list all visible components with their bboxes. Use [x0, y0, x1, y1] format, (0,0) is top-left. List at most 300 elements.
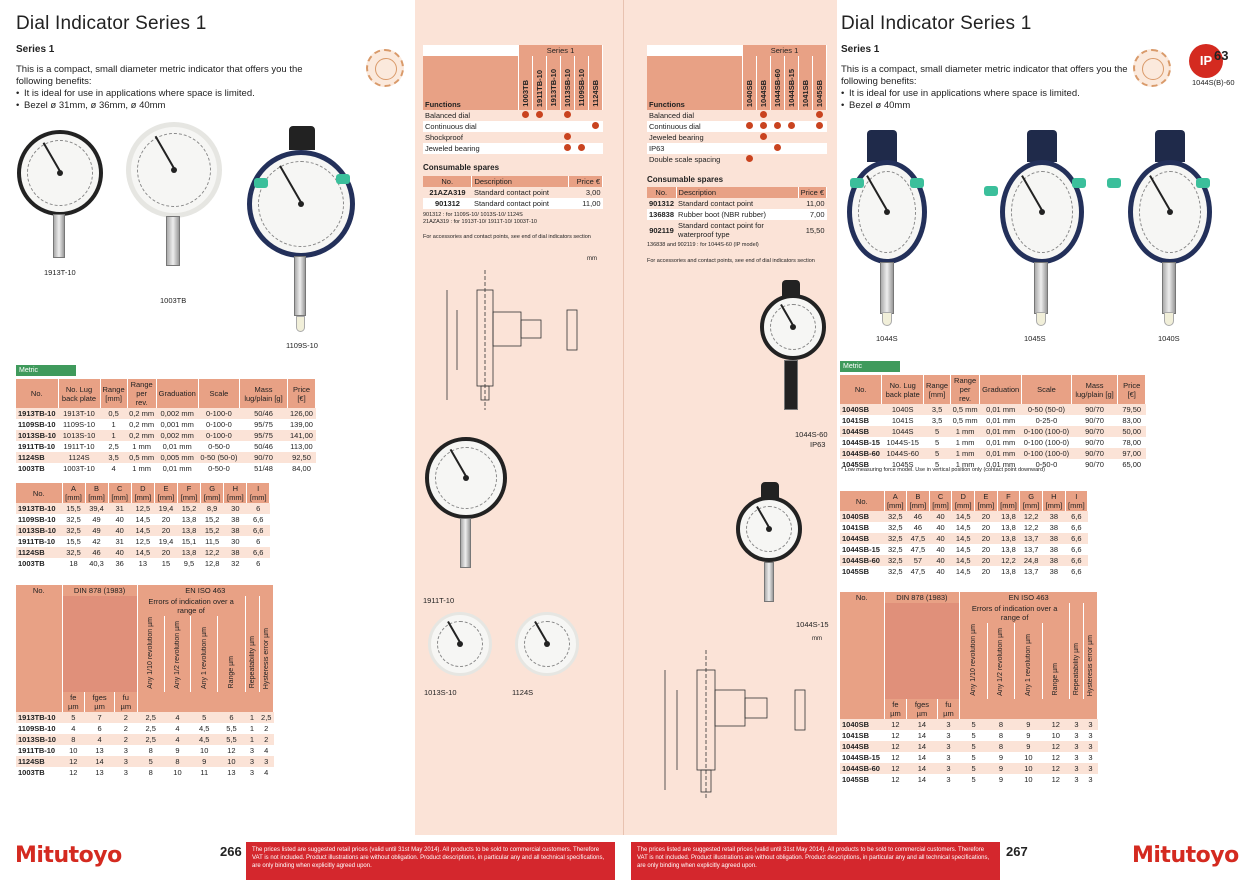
function-cell	[561, 143, 575, 154]
cell: 14,5	[131, 525, 154, 536]
lug-right	[1072, 178, 1086, 188]
cell: 1044S	[882, 426, 924, 437]
cell: 15,50	[798, 220, 826, 240]
col-header: Range [mm]	[923, 375, 950, 404]
table-row	[840, 404, 1146, 415]
gauge-cap	[289, 126, 315, 150]
cell: 1040S	[882, 404, 924, 415]
cell: 1	[100, 430, 127, 441]
cell: 3	[259, 756, 274, 767]
metric-tag: Metric	[840, 361, 900, 372]
cell: 902119	[647, 220, 676, 240]
cell: 40	[108, 547, 131, 558]
dial-1124s-image	[515, 612, 579, 676]
feature-dot-icon	[564, 133, 571, 140]
left-bullet: • It is ideal for use in applications where space is limited.	[16, 88, 336, 100]
caption: 1109S-10	[286, 341, 318, 350]
col-header	[547, 56, 561, 110]
cell: 12	[1042, 719, 1069, 730]
cell: 15,2	[201, 525, 224, 536]
cell: 42	[85, 536, 108, 547]
cell: 90/70	[1071, 404, 1118, 415]
feature-dot-icon	[774, 122, 781, 129]
row-label: 1003TB	[16, 767, 62, 778]
function-name: Jeweled bearing	[423, 143, 519, 154]
cell: 0-50 (50-0)	[198, 452, 239, 463]
col-header	[259, 596, 274, 692]
left-price-table	[16, 379, 316, 474]
spares-note-line: 21AZA319 : for 1913T-10/ 1911T-10/ 1003T-10	[423, 219, 537, 225]
cell: 113,00	[288, 441, 316, 452]
function-cell	[575, 121, 589, 132]
cell: 38	[1043, 544, 1066, 555]
cell: 38	[224, 514, 247, 525]
gauge-stem	[1162, 262, 1176, 314]
row-label: 1041SB	[840, 730, 884, 741]
function-name: Continuous dial	[647, 121, 743, 132]
cell: 40	[929, 566, 952, 577]
caption: 1044S-60	[795, 430, 828, 439]
cell: 50/46	[240, 441, 288, 452]
cell: 4,5	[191, 734, 218, 745]
cell: 50/46	[240, 408, 288, 419]
cell: 50,00	[1118, 426, 1146, 437]
col-header: Description	[676, 187, 798, 198]
errors-header: Errors of indication over a range of	[960, 603, 1070, 623]
cell: 47,5	[907, 566, 930, 577]
errors-header: Errors of indication over a range of	[137, 596, 245, 616]
cell: 0,2 mm	[129, 420, 155, 429]
cell: 0,2 mm	[129, 409, 155, 418]
row-label: 1040SB	[840, 719, 884, 730]
row-label: 1044SB-15	[840, 752, 884, 763]
cell: 0,01 mm	[980, 459, 1022, 470]
table-row	[16, 536, 270, 547]
gauge-tip	[1164, 312, 1174, 326]
cell: 0,01 mm	[980, 415, 1022, 426]
row-label: 1044SB	[840, 741, 884, 752]
col-header	[771, 56, 785, 110]
caption: IP63	[810, 440, 826, 449]
cell: 14,5	[952, 566, 975, 577]
function-cell	[813, 121, 827, 132]
col-header: H [mm]	[224, 483, 247, 503]
cell: 3	[245, 767, 259, 778]
col-header-blank	[840, 699, 884, 719]
disclaimer-left: The prices listed are suggested retail prices (valid until 31st May 2014). All products to be sold to commercial customers. Therefore VAT is not included. Product illustrations are without obligation. Product descriptions, in particular any and all technical specifications, are only binding when explicitly agreed upon.	[246, 842, 615, 880]
series-header: Series 1	[743, 45, 827, 56]
col-label: Any 1/2 revolution µm	[173, 620, 181, 689]
right-page-title: Dial Indicator Series 1	[841, 13, 1032, 34]
unit-mm: mm	[812, 636, 822, 642]
price-rows	[16, 408, 316, 474]
function-cell	[561, 132, 575, 143]
cell: 2	[259, 734, 274, 745]
cell: 30	[224, 536, 247, 547]
cell: 15,2	[201, 514, 224, 525]
row-label: 1124SB	[16, 452, 58, 463]
col-header	[245, 596, 259, 692]
mitutoyo-logo: Mitutoyo	[1132, 843, 1239, 868]
cell: 3,5	[100, 452, 127, 463]
cell: 901312	[649, 199, 675, 208]
function-name: Shockproof	[423, 132, 519, 143]
price-rows	[840, 404, 1146, 470]
cell: 7	[85, 712, 115, 723]
inspection-badge-icon	[1133, 49, 1171, 87]
cell: 15	[154, 558, 177, 569]
cell: 10	[1042, 730, 1069, 741]
cell: 13	[85, 767, 115, 778]
cell: 12	[884, 741, 907, 752]
cell: 5	[923, 448, 950, 459]
cell: 36	[108, 558, 131, 569]
series-header: Series 1	[519, 45, 603, 56]
col-header: Scale	[1022, 375, 1071, 404]
col-header: Graduation	[980, 375, 1022, 404]
cell: 3	[1083, 730, 1097, 741]
cell: 0,5 mm	[952, 416, 978, 425]
cell: 6	[247, 536, 270, 547]
cell: 9	[191, 756, 218, 767]
cell: 9	[1015, 741, 1042, 752]
cell: 32	[224, 558, 247, 569]
function-cell	[757, 154, 771, 165]
spare-row	[647, 209, 827, 220]
col-header: fu µm	[115, 692, 138, 712]
cell: 0,5	[100, 408, 127, 419]
col-header: fe µm	[62, 692, 85, 712]
gauge-cap	[1155, 130, 1185, 162]
cell: 1	[245, 723, 259, 734]
cell: 1	[100, 419, 127, 430]
cell: 12,2	[1020, 511, 1043, 522]
cell: 40	[929, 555, 952, 566]
function-cell	[519, 132, 533, 143]
cell: 12	[1042, 741, 1069, 752]
cell: 12	[884, 730, 907, 741]
row-label: 1911TB-10	[16, 441, 58, 452]
function-cell	[589, 143, 603, 154]
caption: 1003TB	[160, 296, 187, 305]
function-row	[423, 143, 603, 154]
right-dim-table	[840, 491, 1088, 577]
caption: 1044S-15	[796, 620, 829, 629]
cell: 0,01 mm	[156, 463, 198, 474]
cell: 5	[191, 712, 218, 723]
cell: 1	[245, 734, 259, 745]
row-label: 1044SB-15	[840, 544, 884, 555]
cell: 3	[115, 756, 138, 767]
cell: 32,5	[884, 511, 907, 522]
col-header: fu µm	[937, 699, 960, 719]
function-cell	[785, 110, 799, 121]
accessories-note: For accessories and contact points, see end of dial indicators section	[647, 258, 815, 264]
cell: 8	[987, 719, 1014, 730]
row-label: 1041SB	[840, 415, 882, 426]
function-cell	[799, 143, 813, 154]
feature-dot-icon	[746, 122, 753, 129]
cell: 20	[975, 511, 998, 522]
cell: 5	[960, 752, 987, 763]
cell: 8,9	[201, 503, 224, 514]
cell: 5	[960, 730, 987, 741]
cell: 9	[1015, 719, 1042, 730]
function-cell	[757, 121, 771, 132]
cell: 1913T-10	[58, 408, 100, 419]
cell: 3	[115, 767, 138, 778]
rubber-boot	[784, 360, 798, 410]
cell: 2,5	[259, 712, 274, 723]
cell: Standard contact point	[472, 187, 568, 198]
table-row	[840, 763, 1098, 774]
cell: 11,5	[201, 536, 224, 547]
table-row	[840, 533, 1088, 544]
cell: 13,7	[1020, 533, 1043, 544]
cell: 3	[937, 741, 960, 752]
cell: 14,5	[952, 511, 975, 522]
col-header: Range per rev.	[951, 375, 980, 404]
cell: 3	[245, 756, 259, 767]
cell: 9	[987, 763, 1014, 774]
cell: 1045S	[882, 459, 924, 470]
cell: 5,5	[218, 734, 245, 745]
cell: 3,00	[568, 187, 602, 198]
cell: 5	[960, 719, 987, 730]
left-technical-drawing	[437, 270, 597, 410]
col-header	[191, 616, 218, 692]
cell: 12,2	[201, 547, 224, 558]
blank	[423, 45, 519, 56]
feature-dot-icon	[746, 155, 753, 162]
table-row	[840, 719, 1098, 730]
cell: 5	[137, 756, 164, 767]
col-label: Any 1 revolution µm	[200, 626, 208, 689]
row-label: 1013SB-10	[16, 525, 62, 536]
left-spares-title: Consumable spares	[423, 163, 500, 172]
col-header-blank	[960, 699, 1098, 719]
cell: 3	[1083, 719, 1097, 730]
table-row	[16, 712, 274, 723]
function-cell	[771, 143, 785, 154]
cell: 1 mm	[951, 437, 980, 448]
function-cell	[547, 143, 561, 154]
table-row	[16, 734, 274, 745]
feature-dot-icon	[760, 111, 767, 118]
gauge-cap	[1027, 130, 1057, 162]
cell: 5	[923, 437, 950, 448]
right-error-table	[840, 592, 1098, 785]
cell: 83,00	[1118, 415, 1146, 426]
price-note: * Low measuring force model. Use in vertical position only (contact point downward)	[841, 467, 1045, 473]
cell: 4	[62, 723, 85, 734]
cell: 0,01 mm	[980, 437, 1022, 448]
row-label: 1913TB-10	[16, 503, 62, 514]
right-spares-title: Consumable spares	[647, 175, 724, 184]
cell: 13,7	[1020, 566, 1043, 577]
cell: 8	[987, 730, 1014, 741]
col-label: 1003TB	[521, 80, 530, 107]
function-cell	[771, 121, 785, 132]
table-row	[16, 503, 270, 514]
cell: 6	[85, 723, 115, 734]
gauge-1045s-image	[1000, 160, 1084, 264]
cell: 78,00	[1118, 437, 1146, 448]
function-name: IP63	[647, 143, 743, 154]
row-label: 1040SB	[840, 404, 882, 415]
table-row	[840, 566, 1088, 577]
cell: 0-100-0	[198, 430, 239, 441]
cell: 10	[191, 745, 218, 756]
left-intro-text: This is a compact, small diameter metric indicator that offers you the following benefits:	[16, 64, 303, 87]
cell: 10	[218, 756, 245, 767]
cell: 14	[907, 719, 937, 730]
cell: 5	[62, 712, 85, 723]
right-intro	[841, 64, 1131, 112]
col-header: No.	[840, 592, 884, 699]
spares-rows	[423, 187, 603, 209]
spare-row	[647, 198, 827, 209]
row-label: 1045SB	[840, 566, 884, 577]
cell: 13,8	[997, 544, 1020, 555]
row-label: 1124SB	[16, 547, 62, 558]
col-label: Hysteresis error µm	[1086, 634, 1094, 696]
function-cell	[785, 121, 799, 132]
caption: 1040S	[1158, 334, 1180, 343]
col-header: Mass lug/plain [g]	[1071, 375, 1118, 404]
cell: 6,6	[1065, 533, 1087, 544]
cell: 13	[131, 558, 154, 569]
feature-dot-icon	[522, 111, 529, 118]
table-row	[16, 767, 274, 778]
function-name: Balanced dial	[647, 110, 743, 121]
col-header: fe µm	[884, 699, 907, 719]
cell: 12	[1042, 774, 1069, 785]
cell: 8	[137, 745, 164, 756]
cell: 9	[987, 774, 1014, 785]
cell: 49	[85, 514, 108, 525]
row-label: 1109SB-10	[16, 419, 58, 430]
cell: 0,005 mm	[156, 452, 198, 463]
cell: 9,5	[178, 558, 201, 569]
col-header	[218, 616, 245, 692]
cell: 31	[108, 536, 131, 547]
cell: 90/70	[240, 452, 288, 463]
din-spacer	[62, 596, 137, 692]
lug-left	[1107, 178, 1121, 188]
function-cell	[771, 110, 785, 121]
table-row	[16, 452, 316, 463]
functions-label: Functions	[647, 56, 743, 110]
col-header: H [mm]	[1043, 491, 1066, 511]
function-cell	[771, 132, 785, 143]
cell: 1 mm	[951, 426, 980, 437]
cell: 0-50 (50-0)	[1022, 404, 1071, 415]
function-cell	[575, 132, 589, 143]
cell: 90/70	[1071, 459, 1118, 470]
cell: 14	[85, 756, 115, 767]
cell: 51/48	[240, 463, 288, 474]
cell: 0,01 mm	[156, 441, 198, 452]
cell: 8	[137, 767, 164, 778]
function-name: Continuous dial	[423, 121, 519, 132]
col-header	[164, 616, 190, 692]
row-label: 1041SB	[840, 522, 884, 533]
cell: 5	[960, 774, 987, 785]
col-header: Scale	[198, 379, 239, 408]
function-cell	[533, 110, 547, 121]
col-label: 1041SB	[801, 79, 810, 107]
right-spares-table	[647, 187, 827, 240]
table-row	[840, 437, 1146, 448]
function-cell	[799, 132, 813, 143]
cell: 10	[62, 745, 85, 756]
col-header: D [mm]	[952, 491, 975, 511]
function-cell	[743, 143, 757, 154]
cell: 40	[108, 525, 131, 536]
table-row	[16, 441, 316, 452]
din-header: DIN 878 (1983)	[62, 585, 137, 596]
cell: 0,2 mm	[129, 431, 155, 440]
row-label: 1044SB-60	[840, 763, 884, 774]
function-cell	[813, 110, 827, 121]
function-cell	[785, 154, 799, 165]
cell: 20	[154, 514, 177, 525]
cell: 14,5	[131, 514, 154, 525]
cell: 9	[1015, 730, 1042, 741]
cell: 38	[1043, 522, 1066, 533]
cell: 14,5	[952, 544, 975, 555]
ip-rating-value: 63	[1214, 48, 1229, 63]
row-label: 1044SB-60	[842, 449, 880, 458]
cell: 4	[164, 723, 190, 734]
cell: 90/70	[1071, 448, 1118, 459]
cell: 13,8	[997, 566, 1020, 577]
function-cell	[589, 132, 603, 143]
gauge-stem	[294, 256, 306, 316]
cell: 40	[929, 544, 952, 555]
cell: 8	[164, 756, 190, 767]
cell: 13,8	[997, 511, 1020, 522]
cell: 3	[1069, 763, 1083, 774]
cell: 57	[907, 555, 930, 566]
table-row	[16, 756, 274, 767]
cell: 90/70	[1071, 426, 1118, 437]
table-row	[840, 426, 1146, 437]
right-bullet: • It is ideal for use in applications where space is limited.	[841, 88, 1131, 100]
cell: 14,5	[952, 522, 975, 533]
inspection-badge-icon	[366, 49, 404, 87]
feature-dot-icon	[774, 144, 781, 151]
cell: 46	[907, 511, 930, 522]
row-label: 1040SB	[840, 511, 884, 522]
cell: 15,1	[178, 536, 201, 547]
table-row	[840, 448, 1146, 459]
gauge-cap	[867, 130, 897, 162]
cell: Standard contact point	[676, 198, 798, 209]
cell: 4	[100, 463, 127, 474]
cell: 10	[164, 767, 190, 778]
cell: 3	[1083, 774, 1097, 785]
function-cell	[533, 143, 547, 154]
cell: 0-50-0	[198, 463, 239, 474]
col-header	[519, 56, 533, 110]
function-name: Jeweled bearing	[647, 132, 743, 143]
cell: 4	[164, 712, 190, 723]
function-cell	[757, 132, 771, 143]
function-name: Balanced dial	[423, 110, 519, 121]
function-cell	[533, 121, 547, 132]
